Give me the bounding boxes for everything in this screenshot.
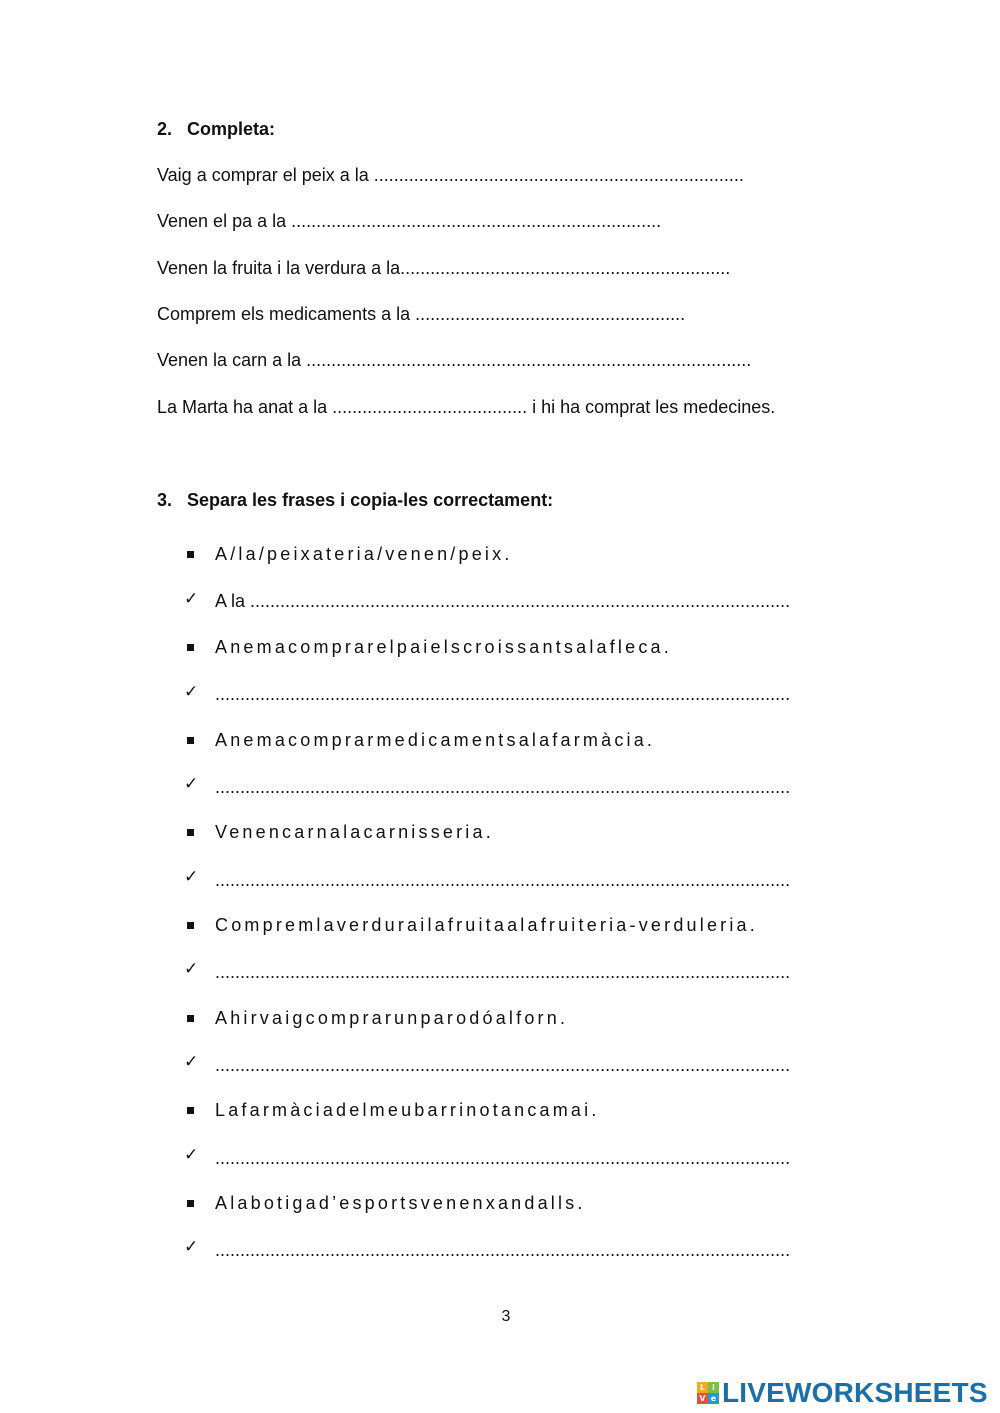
answer-line[interactable]: ................................................................................................................... [215,1240,791,1260]
fill-line[interactable]: Venen la fruita i la verdura a la.................................................................. [157,258,731,278]
section-3-title: Separa les frases i copia-les correctament: [187,490,554,510]
fill-line[interactable]: La Marta ha anat a la ....................................... i hi ha comprat les medecines. [157,397,776,417]
checkmark-icon: ✓ [184,959,199,979]
scrambled-sentence: Venencarnalacarnisseria. [215,822,494,842]
section-3-heading [157,490,553,511]
logo-icon-tile: L [697,1382,708,1393]
bullet-square-icon [187,1015,194,1022]
answer-line[interactable]: ................................................................................................................... [215,962,791,982]
liveworksheets-logo-icon [697,1382,719,1404]
logo-icon-tile: i [708,1382,719,1393]
logo-icon-tile: V [697,1393,708,1404]
scrambled-sentence: Anemacomprarelpaielscroissantsalafleca. [215,637,672,657]
bullet-square-icon [187,829,194,836]
fill-line[interactable]: Venen la carn a la ......................................................................................... [157,350,752,370]
checkmark-icon: ✓ [184,1052,199,1072]
section-2-number: 2. [157,119,173,139]
section-2-title: Completa: [187,119,276,139]
bullet-square-icon [187,551,194,558]
fill-line[interactable]: Comprem els medicaments a la ...................................................... [157,304,686,324]
scrambled-sentence: Anemacomprarmedicamentsalafarmàcia. [215,730,656,750]
checkmark-icon: ✓ [184,589,199,609]
checkmark-icon: ✓ [184,867,199,887]
scrambled-sentence: Lafarmàciadelmeubarrinotancamai. [215,1100,600,1120]
answer-line[interactable]: ................................................................................................................... [215,870,791,890]
section-3-number: 3. [157,490,173,510]
bullet-square-icon [187,737,194,744]
bullet-square-icon [187,922,194,929]
checkmark-icon: ✓ [184,1145,199,1165]
logo-icon-tile: e [708,1393,719,1404]
bullet-square-icon [187,644,194,651]
checkmark-icon: ✓ [184,1237,199,1257]
scrambled-sentence: Alabotigad’esportsvenenxandalls. [215,1193,586,1213]
section-2-heading [157,119,275,140]
scrambled-sentence: Ahirvaigcomprarunparodóalforn. [215,1008,569,1028]
liveworksheets-logo [697,1376,988,1410]
answer-line[interactable]: ................................................................................................................... [215,1148,791,1168]
answer-line[interactable]: ................................................................................................................... [215,684,791,704]
fill-line[interactable]: Vaig a comprar el peix a la .......................................................................... [157,165,744,185]
answer-line[interactable]: ................................................................................................................... [215,777,791,797]
checkmark-icon: ✓ [184,682,199,702]
answer-line[interactable]: A la ............................................................................................................ [215,591,791,611]
bullet-square-icon [187,1107,194,1114]
bullet-square-icon [187,1200,194,1207]
scrambled-sentence: A/la/peixateria/venen/peix. [215,544,513,564]
scrambled-sentence: Compremlaverdurailafruitaalafruiteria-verduleria. [215,915,758,935]
answer-line[interactable]: ................................................................................................................... [215,1055,791,1075]
checkmark-icon: ✓ [184,774,199,794]
page-number: 3 [501,1308,511,1325]
fill-line[interactable]: Venen el pa a la .......................................................................... [157,211,662,231]
logo-text: LIVEWORKSHEETS [722,1377,988,1408]
